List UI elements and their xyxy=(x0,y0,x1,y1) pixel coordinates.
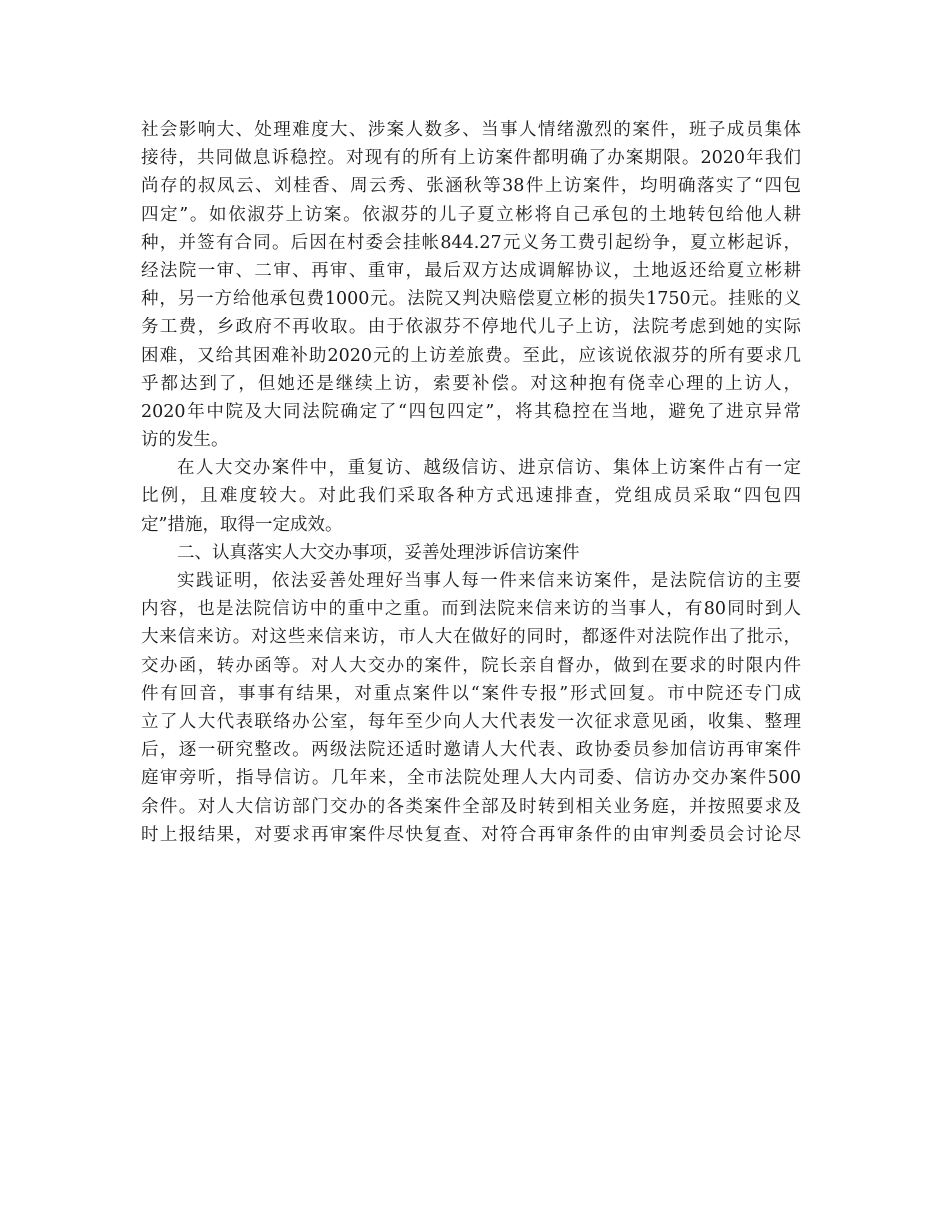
text-line: 社会影响大、处理难度大、涉案人数多、当事人情绪激烈的案件，班子成员集体 xyxy=(141,120,801,140)
text-line: 乎都达到了，但她还是继续上访，索要补偿。对这种抱有侥幸心理的上访人， xyxy=(141,373,801,394)
text-line: 尚存的叔凤云、刘桂香、周云秀、张涵秋等38件上访案件，均明确落实了“四包 xyxy=(141,176,801,197)
text-line: 实践证明，依法妥善处理好当事人每一件来信来访案件，是法院信访的主要 xyxy=(177,571,801,591)
text-line: 交办函，转办函等。对人大交办的案件，院长亲自督办，做到在要求的时限内件 xyxy=(141,655,801,676)
paragraph xyxy=(141,539,801,567)
text-line: 种，另一方给他承包费1000元。法院又判决赔偿夏立彬的损失1750元。挂账的义 xyxy=(141,289,801,310)
text-line: 庭审旁听，指导信访。几年来，全市法院处理人大内司委、信访办交办案件500 xyxy=(141,768,801,789)
text-line: 定”措施，取得一定成效。 xyxy=(141,514,343,535)
text-line: 大来信来访。对这些来信来访，市人大在做好的同时，都逐件对法院作出了批示， xyxy=(141,627,801,648)
document-body xyxy=(141,116,801,849)
text-line: 立了人大代表联络办公室，每年至少向人大代表发一次征求意见函，收集、整理 xyxy=(141,711,801,732)
text-line: 2020年中院及大同法院确定了“四包四定”，将其稳控在当地，避免了进京异常 xyxy=(141,401,801,422)
text-line: 二、认真落实人大交办事项，妥善处理涉诉信访案件 xyxy=(177,542,580,563)
text-line: 务工费，乡政府不再收取。由于依淑芬不停地代儿子上访，法院考虑到她的实际 xyxy=(141,317,801,338)
text-line: 困难，又给其困难补助2020元的上访差旅费。至此，应该说依淑芬的所有要求几 xyxy=(141,345,801,366)
paragraph xyxy=(141,567,801,849)
text-line: 种，并签有合同。后因在村委会挂帐844.27元义务工费引起纷争，夏立彬起诉， xyxy=(141,232,801,253)
text-line: 接待，共同做息诉稳控。对现有的所有上访案件都明确了办案期限。2020年我们 xyxy=(141,148,801,169)
text-line: 内容，也是法院信访中的重中之重。而到法院来信来访的当事人，有80同时到人 xyxy=(141,599,801,620)
text-line: 四定”。如依淑芬上访案。依淑芬的儿子夏立彬将自己承包的土地转包给他人耕 xyxy=(141,204,801,225)
text-line: 经法院一审、二审、再审、重审，最后双方达成调解协议，土地返还给夏立彬耕 xyxy=(141,260,801,281)
text-line: 余件。对人大信访部门交办的各类案件全部及时转到相关业务庭，并按照要求及 xyxy=(141,796,801,817)
paragraph xyxy=(141,454,801,539)
text-line: 时上报结果，对要求再审案件尽快复查、对符合再审条件的由审判委员会讨论尽 xyxy=(141,824,801,845)
text-line: 在人大交办案件中，重复访、越级信访、进京信访、集体上访案件占有一定 xyxy=(177,458,801,479)
text-line: 后，逐一研究整改。两级法院还适时邀请人大代表、政协委员参加信访再审案件 xyxy=(141,740,801,761)
text-line: 访的发生。 xyxy=(141,430,229,451)
text-line: 件有回音，事事有结果，对重点案件以“案件专报”形式回复。市中院还专门成 xyxy=(141,683,801,704)
paragraph xyxy=(141,116,801,454)
text-line: 比例，且难度较大。对此我们采取各种方式迅速排查，党组成员采取“四包四 xyxy=(141,486,801,507)
